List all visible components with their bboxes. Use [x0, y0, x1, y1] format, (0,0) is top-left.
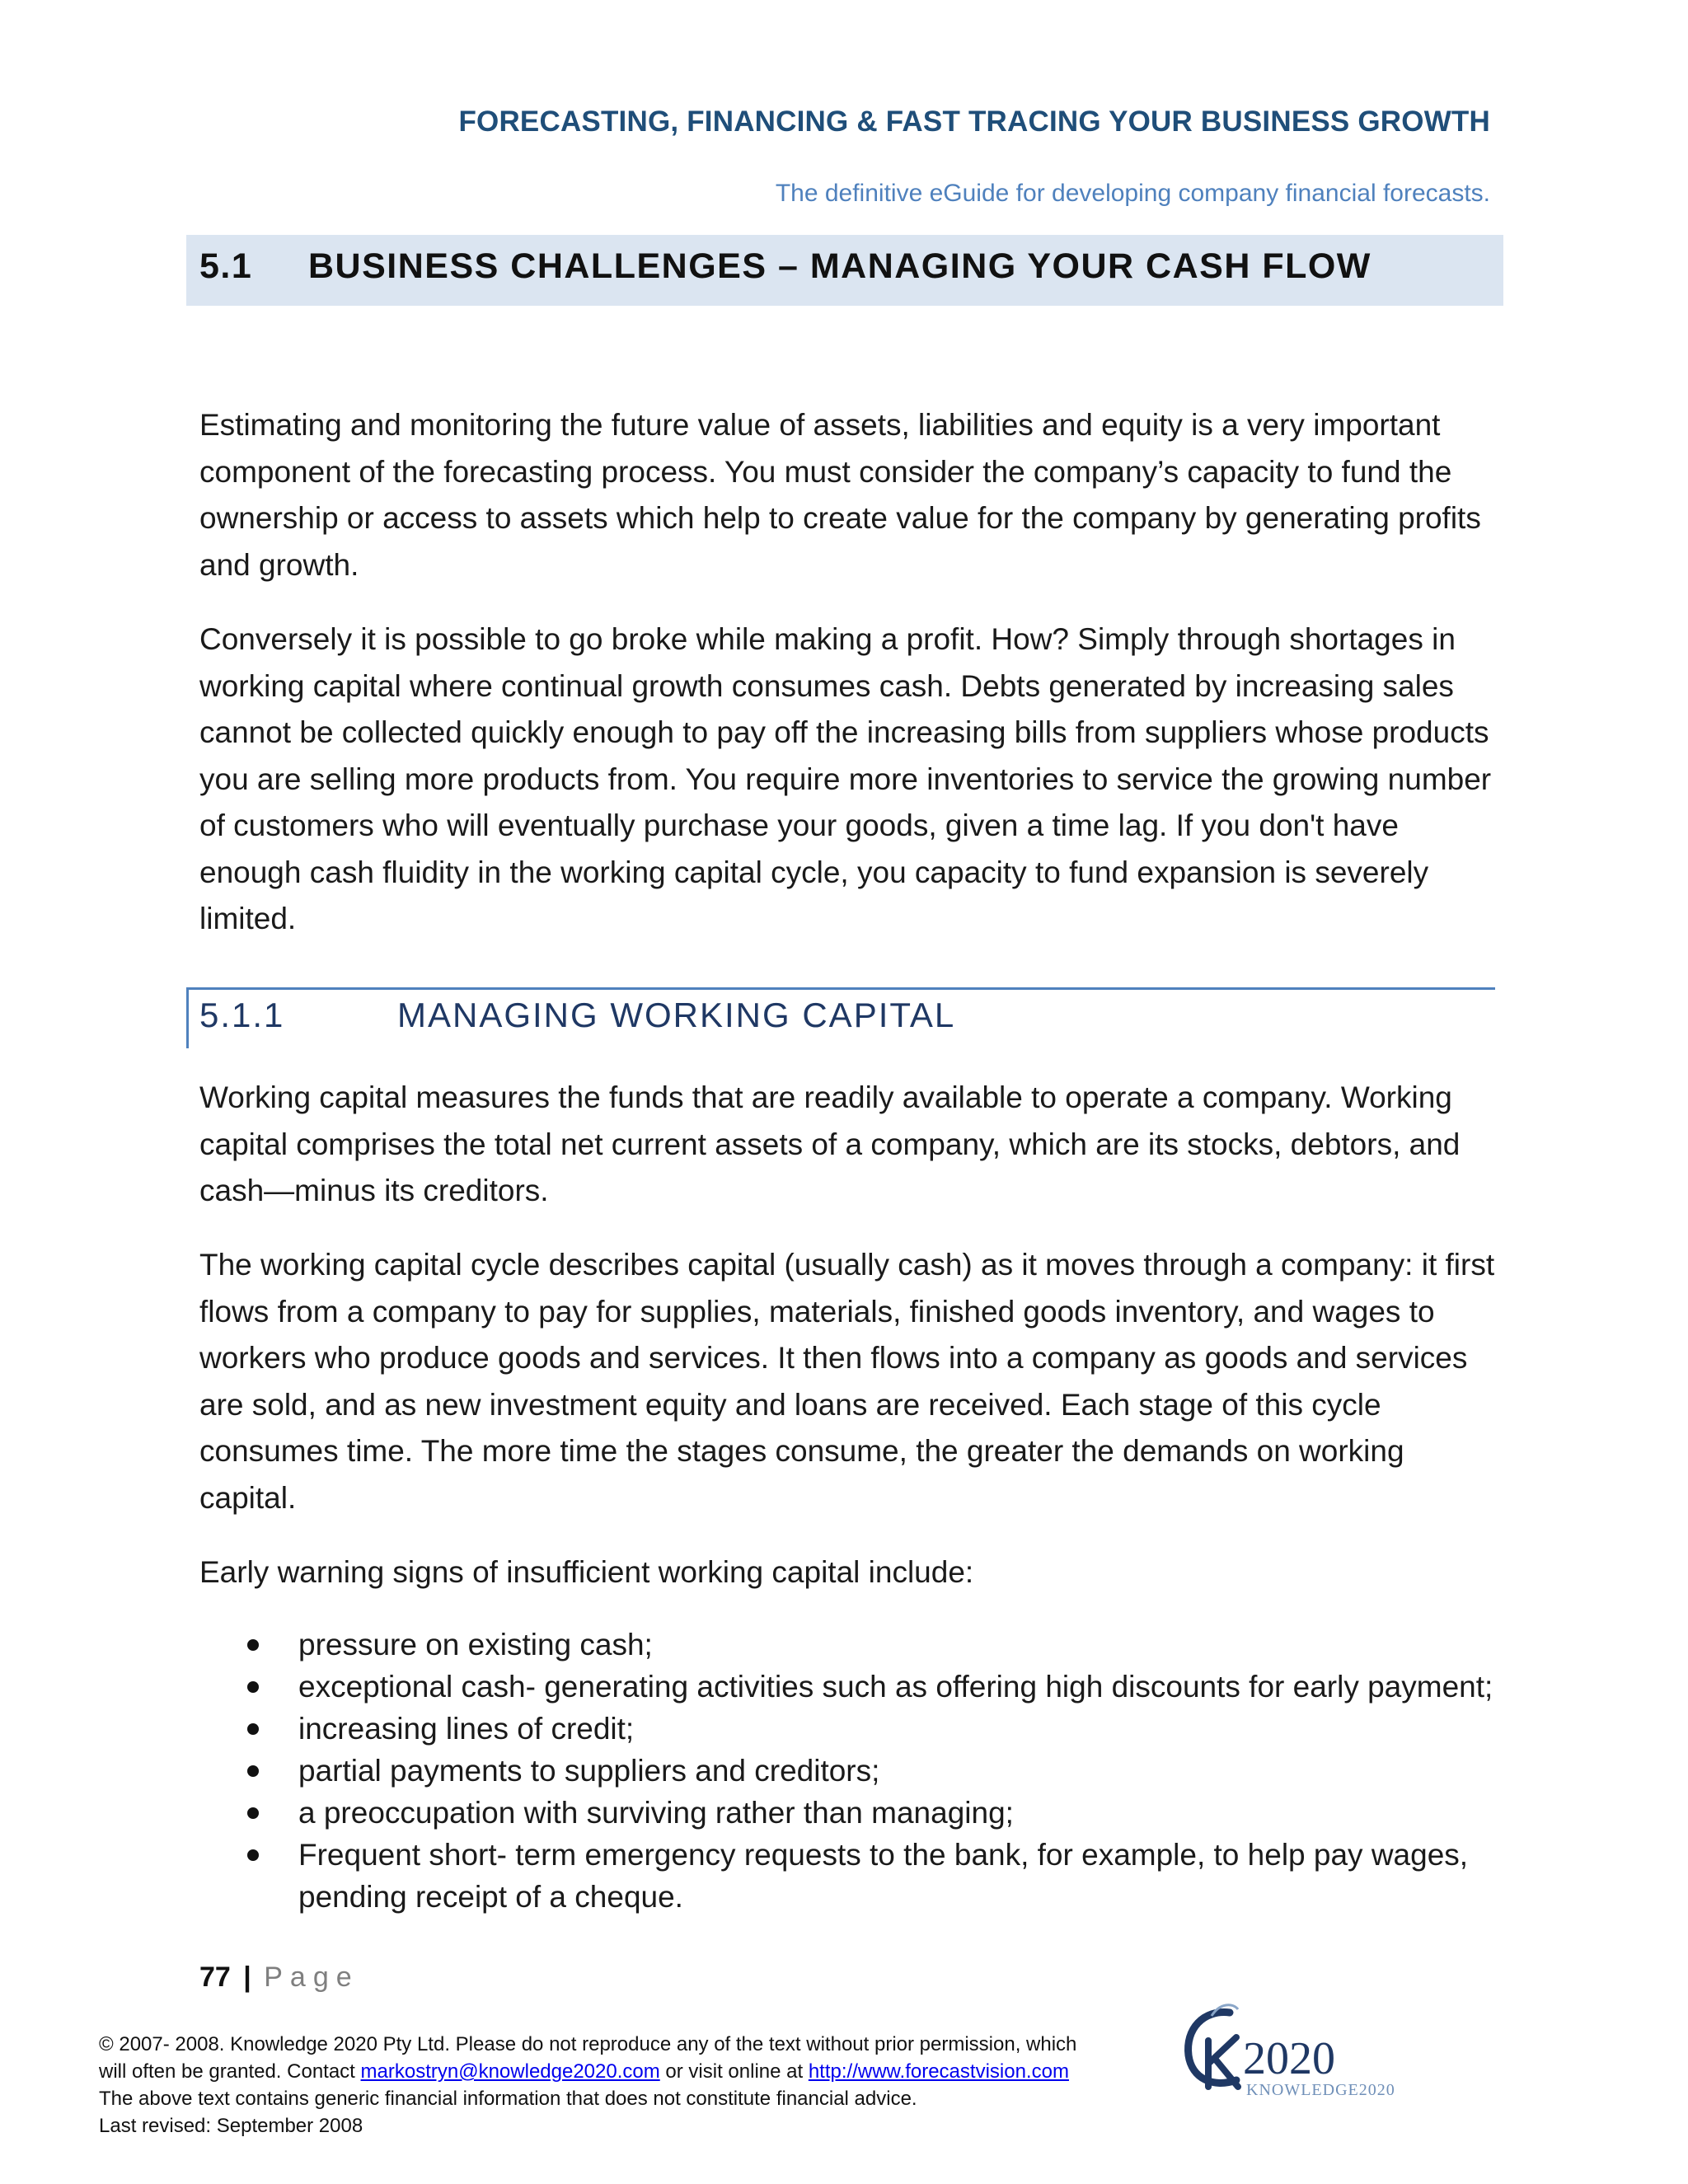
section-title: BUSINESS CHALLENGES – MANAGING YOUR CASH FLOW [308, 246, 1372, 286]
subsection-title: MANAGING WORKING CAPITAL [397, 996, 956, 1034]
svg-text:KNOWLEDGE2020: KNOWLEDGE2020 [1246, 2081, 1395, 2099]
subsection-number: 5.1.1 [199, 996, 285, 1034]
page-number-value: 77 [199, 1961, 231, 1993]
subsection-rule-left [186, 987, 189, 1048]
page-label: Page [264, 1961, 359, 1993]
subsection-paragraph: The working capital cycle describes capital (usually cash) as it moves through a company: it first flows from a company to pay for supplies, materials, finished goods inventory, and wages to workers who produce goods and services. It then flows into a company as goods and services are sold, and as new investment equity and loans are received. Each stage of this cycle consumes time. The more time the stages consume, the greater the demands on working capital. [199, 1248, 1495, 1515]
list-item: partial payments to suppliers and creditors; [247, 1750, 1517, 1792]
list-item: increasing lines of credit; [247, 1708, 1517, 1750]
bullet-icon [247, 1807, 259, 1819]
footer-line: will often be granted. Contact markostryn@knowledge2020.com or visit online at http://www.forecastvision.com [99, 2060, 1069, 2083]
section-paragraph: Estimating and monitoring the future value of assets, liabilities and equity is a very important component of the forecasting process. You must consider the company’s capacity to fund the ownership or access to assets which help to create value for the company by generating profits and growth. [199, 408, 1481, 582]
bullet-icon [247, 1849, 259, 1861]
footer-line: The above text contains generic financial information that does not constitute financial advice. [99, 2088, 917, 2110]
website-link[interactable]: http://www.forecastvision.com [808, 2060, 1069, 2083]
page-separator: | [243, 1961, 251, 1993]
copyright-footer [99, 2031, 1170, 2139]
svg-text:2020: 2020 [1243, 2033, 1335, 2084]
document-header-subtitle: The definitive eGuide for developing company financial forecasts. [775, 180, 1490, 207]
bullet-icon [247, 1765, 259, 1777]
document-header-title: FORECASTING, FINANCING & FAST TRACING YOUR BUSINESS GROWTH [458, 105, 1490, 138]
page-number [199, 1961, 359, 1994]
list-item: exceptional cash- generating activities such as offering high discounts for early payment; [247, 1666, 1517, 1708]
bullet-icon [247, 1639, 259, 1651]
list-item: pressure on existing cash; [247, 1624, 1517, 1666]
list-item: Frequent short- term emergency requests to the bank, for example, to help pay wages, pending receipt of a cheque. [247, 1834, 1517, 1918]
contact-email-link[interactable]: markostryn@knowledge2020.com [360, 2060, 660, 2083]
footer-line: © 2007- 2008. Knowledge 2020 Pty Ltd. Please do not reproduce any of the text without prior permission, which [99, 2033, 1077, 2055]
bullet-icon [247, 1723, 259, 1735]
list-item: a preoccupation with surviving rather than managing; [247, 1792, 1517, 1834]
section-number: 5.1 [199, 246, 253, 286]
warning-signs-list [247, 1624, 1517, 1918]
footer-line: Last revised: September 2008 [99, 2115, 363, 2137]
subsection-paragraph: Working capital measures the funds that are readily available to operate a company. Working capital comprises the total net current assets of a company, which are its stocks, debtors, and cash—minus its creditors. [199, 1080, 1461, 1207]
bullet-icon [247, 1681, 259, 1693]
section-paragraph: Conversely it is possible to go broke while making a profit. How? Simply through shortages in working capital where continual growth consumes cash. Debts generated by increasing sales cannot be collected quickly enough to pay off the increasing bills from suppliers whose products you are selling more products from. You require more inventories to service the growing number of customers who will eventually purchase your goods, given a time lag. If you don't have enough cash fluidity in the working capital cycle, you capacity to fund expansion is severely limited. [199, 622, 1492, 935]
knowledge2020-logo [1179, 1998, 1426, 2105]
subsection-rule [186, 987, 1495, 990]
subsection-paragraph: Early warning signs of insufficient working capital include: [199, 1555, 974, 1589]
